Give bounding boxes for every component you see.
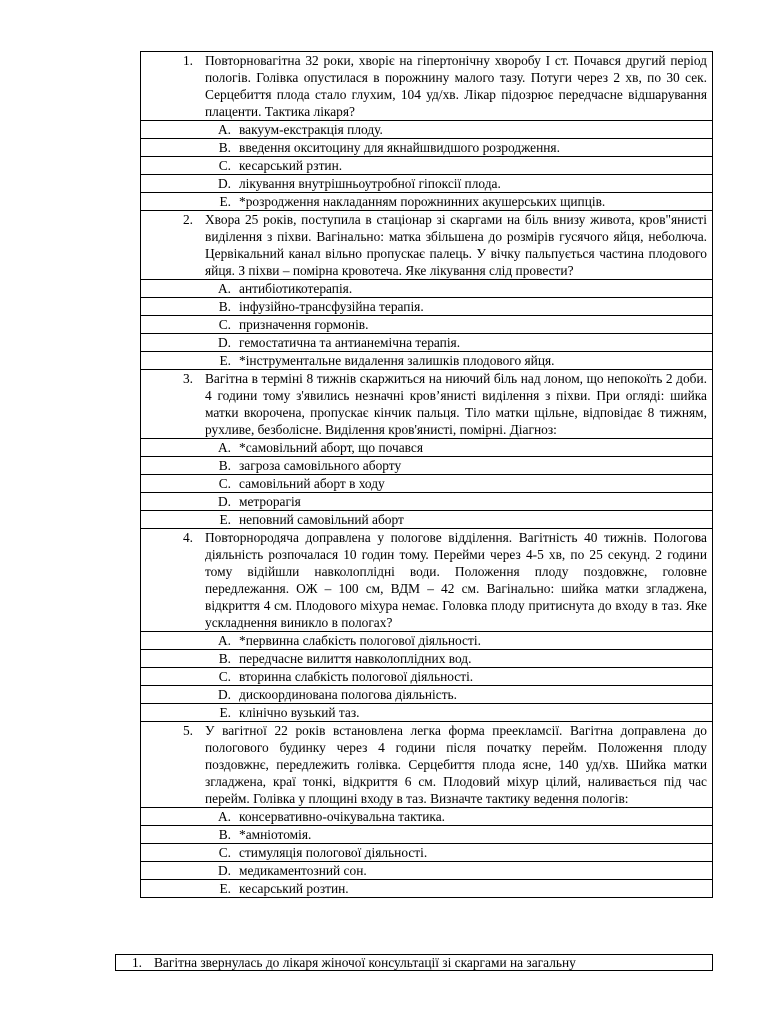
question-text: Повторновагітна 32 роки, хворіє на гіпертонічну хворобу I ст. Почався другий період пологів. Голівка опустилася в порожнину малого тазу. Потуги через 2 хв, по 30 сек. Серцебиття плода стало глухим, 104 уд/хв. Лікар підозрює передчасне відшарування плаценти. Тактика лікаря? (205, 53, 707, 119)
option-cell (141, 511, 713, 529)
option-row (141, 511, 713, 529)
option-text: введення окситоцину для якнайшвидшого розродження. (239, 140, 560, 155)
option-cell (141, 298, 713, 316)
option-text: вторинна слабкість пологової діяльності. (239, 669, 474, 684)
option-row (141, 175, 713, 193)
option-cell (141, 826, 713, 844)
next-question-row (115, 954, 713, 971)
option-cell (141, 686, 713, 704)
answer-option (141, 668, 707, 685)
answer-option (141, 632, 707, 649)
option-cell (141, 439, 713, 457)
option-text: метрорагія (239, 494, 301, 509)
next-question-number: 1. (131, 955, 142, 970)
option-cell (141, 352, 713, 370)
answer-option (141, 475, 707, 492)
option-row (141, 650, 713, 668)
option-text: передчасне вилиття навколоплідних вод. (239, 651, 472, 666)
option-row (141, 157, 713, 175)
option-row (141, 493, 713, 511)
option-row (141, 668, 713, 686)
option-cell (141, 650, 713, 668)
question-cell (141, 529, 713, 632)
option-letter: B. (218, 827, 231, 842)
questions-body (141, 52, 713, 898)
question-row (141, 529, 713, 632)
option-text: гемостатична та антианемічна терапія. (239, 335, 461, 350)
option-row (141, 686, 713, 704)
option-row (141, 844, 713, 862)
option-text: антибіотикотерапія. (239, 281, 353, 296)
option-text: стимуляція пологової діяльності. (239, 845, 428, 860)
option-cell (141, 280, 713, 298)
option-row (141, 475, 713, 493)
answer-option (141, 650, 707, 667)
option-letter: A. (217, 809, 231, 824)
answer-option (141, 808, 707, 825)
question-cell (141, 722, 713, 808)
option-cell (141, 193, 713, 211)
option-row (141, 121, 713, 139)
option-text: *розродження накладанням порожнинних акушерських щипців. (239, 194, 606, 209)
question-text: Повторнородяча доправлена у пологове відділення. Вагітність 40 тижнів. Пологова діяльність розпочалася 10 годин тому. Перейми через 4-5 хв, по 25 секунд. 2 години тому відійшли навколоплідні води. Положення плоду поздовжнє, головне передлежання. ОЖ – 100 см, ВДМ – 42 см. Вагінально: шийка матки згладжена, відкриття 4 см. Плодового міхура немає. Головка плоду притиснута до входу в таз. Яке ускладнення виникло в пологах? (205, 530, 707, 630)
option-letter: D. (217, 494, 231, 509)
option-text: консервативно-очікувальна тактика. (239, 809, 446, 824)
option-row (141, 280, 713, 298)
question-number: 3. (182, 371, 193, 386)
question (141, 211, 707, 279)
option-cell (141, 880, 713, 898)
option-letter: D. (217, 863, 231, 878)
option-row (141, 457, 713, 475)
option-cell (141, 844, 713, 862)
option-letter: E. (219, 194, 231, 209)
question-text: Хвора 25 років, поступила в стаціонар зі скаргами на біль внизу живота, кров"янисті виділення з піхви. Вагінально: матка збільшена до розмірів гусячого яйця, неболюча. Цервікальний канал вільно пропускає палець. У вічку пальпується частина плодового яйця. З піхви – помірна кровотеча. Яке лікування слід провести? (205, 212, 707, 278)
question-number: 5. (182, 723, 193, 738)
answer-option (141, 704, 707, 721)
option-row (141, 826, 713, 844)
answer-option (141, 439, 707, 456)
answer-option (141, 457, 707, 474)
question-row (141, 52, 713, 121)
option-row (141, 704, 713, 722)
option-text: медикаментозний сон. (239, 863, 367, 878)
question (141, 52, 707, 120)
answer-option (141, 511, 707, 528)
question-row (141, 370, 713, 439)
question (141, 722, 707, 807)
option-letter: E. (219, 512, 231, 527)
question (141, 529, 707, 631)
answer-option (141, 880, 707, 897)
question-cell (141, 211, 713, 280)
option-cell (141, 175, 713, 193)
answer-option (141, 157, 707, 174)
answer-option (141, 175, 707, 192)
questions-table (140, 51, 713, 898)
answer-option (141, 193, 707, 210)
option-cell (141, 475, 713, 493)
option-letter: A. (217, 281, 231, 296)
option-row (141, 632, 713, 650)
answer-option (141, 826, 707, 843)
option-row (141, 439, 713, 457)
option-text: дискоординована пологова діяльність. (239, 687, 458, 702)
answer-option (141, 844, 707, 861)
option-letter: C. (218, 317, 231, 332)
option-cell (141, 334, 713, 352)
answer-option (141, 280, 707, 297)
option-text: вакуум-екстракція плоду. (239, 122, 383, 137)
option-letter: D. (217, 687, 231, 702)
next-question-text: Вагітна звернулась до лікаря жіночої консультації зі скаргами на загальну (154, 955, 576, 970)
option-cell (141, 632, 713, 650)
option-letter: E. (219, 881, 231, 896)
option-text: *амніотомія. (239, 827, 312, 842)
option-letter: C. (218, 669, 231, 684)
option-row (141, 193, 713, 211)
option-text: інфузійно-трансфузійна терапія. (239, 299, 424, 314)
question-text: Вагітна в терміні 8 тижнів скаржиться на ниючий біль над лоном, що непокоїть 2 доби. 4 години тому з'явились незначні кров’янисті виділення з піхви. При огляді: шийка матки вкорочена, пропускає кінчик пальця. Тіло матки щільне, відповідає 8 тижням, рухливе, безболісне. Виділення кров'янисті, помірні. Діагноз: (205, 371, 707, 437)
option-letter: E. (219, 353, 231, 368)
option-row (141, 298, 713, 316)
option-cell (141, 808, 713, 826)
option-letter: D. (217, 335, 231, 350)
option-letter: B. (218, 458, 231, 473)
option-cell (141, 316, 713, 334)
option-letter: B. (218, 140, 231, 155)
answer-option (141, 352, 707, 369)
option-text: самовільний аборт в ходу (239, 476, 385, 491)
option-cell (141, 704, 713, 722)
answer-option (141, 493, 707, 510)
answer-option (141, 139, 707, 156)
question-number: 1. (182, 53, 193, 68)
answer-option (141, 862, 707, 879)
option-text: призначення гормонів. (239, 317, 369, 332)
option-text: клінічно вузький таз. (239, 705, 360, 720)
option-text: лікування внутрішньоутробної гіпоксії плода. (239, 176, 501, 191)
option-letter: A. (217, 633, 231, 648)
question-row (141, 211, 713, 280)
question-number: 4. (182, 530, 193, 545)
question-text: У вагітної 22 років встановлена легка форма преекламсії. Вагітна доправлена до пологового будинку через 4 години після початку перейм. Положення плоду поздовжнє, передлежить голівка. Серцебиття плода ясне, 140 уд/хв. Шийка матки згладжена, краї тонкі, відкриття 6 см. Плодовий міхур цілий, наливається під час перейм. Голівка у площині входу в таз. Визначте тактику ведення пологів: (205, 723, 707, 806)
option-row (141, 808, 713, 826)
option-letter: B. (218, 299, 231, 314)
question-cell (141, 370, 713, 439)
option-text: *первинна слабкість пологової діяльності. (239, 633, 481, 648)
answer-option (141, 686, 707, 703)
option-row (141, 316, 713, 334)
option-text: кесарський рзтин. (239, 158, 343, 173)
option-row (141, 334, 713, 352)
option-letter: B. (218, 651, 231, 666)
option-letter: C. (218, 476, 231, 491)
option-text: *самовільний аборт, що почався (239, 440, 423, 455)
option-letter: C. (218, 158, 231, 173)
answer-option (141, 121, 707, 138)
question (141, 370, 707, 438)
option-text: неповний самовільний аборт (239, 512, 404, 527)
option-letter: C. (218, 845, 231, 860)
option-letter: E. (219, 705, 231, 720)
option-text: загроза самовільного аборту (239, 458, 402, 473)
option-text: *інструментальне видалення залишків плодового яйця. (239, 353, 555, 368)
option-cell (141, 862, 713, 880)
option-cell (141, 139, 713, 157)
option-letter: A. (217, 122, 231, 137)
answer-option (141, 298, 707, 315)
option-row (141, 862, 713, 880)
option-cell (141, 493, 713, 511)
option-row (141, 139, 713, 157)
option-cell (141, 157, 713, 175)
option-text: кесарський розтин. (239, 881, 349, 896)
answer-option (141, 334, 707, 351)
option-cell (141, 457, 713, 475)
answer-option (141, 316, 707, 333)
question-cell (141, 52, 713, 121)
question-row (141, 722, 713, 808)
option-letter: A. (217, 440, 231, 455)
option-row (141, 880, 713, 898)
option-cell (141, 121, 713, 139)
option-letter: D. (217, 176, 231, 191)
option-row (141, 352, 713, 370)
option-cell (141, 668, 713, 686)
question-number: 2. (182, 212, 193, 227)
